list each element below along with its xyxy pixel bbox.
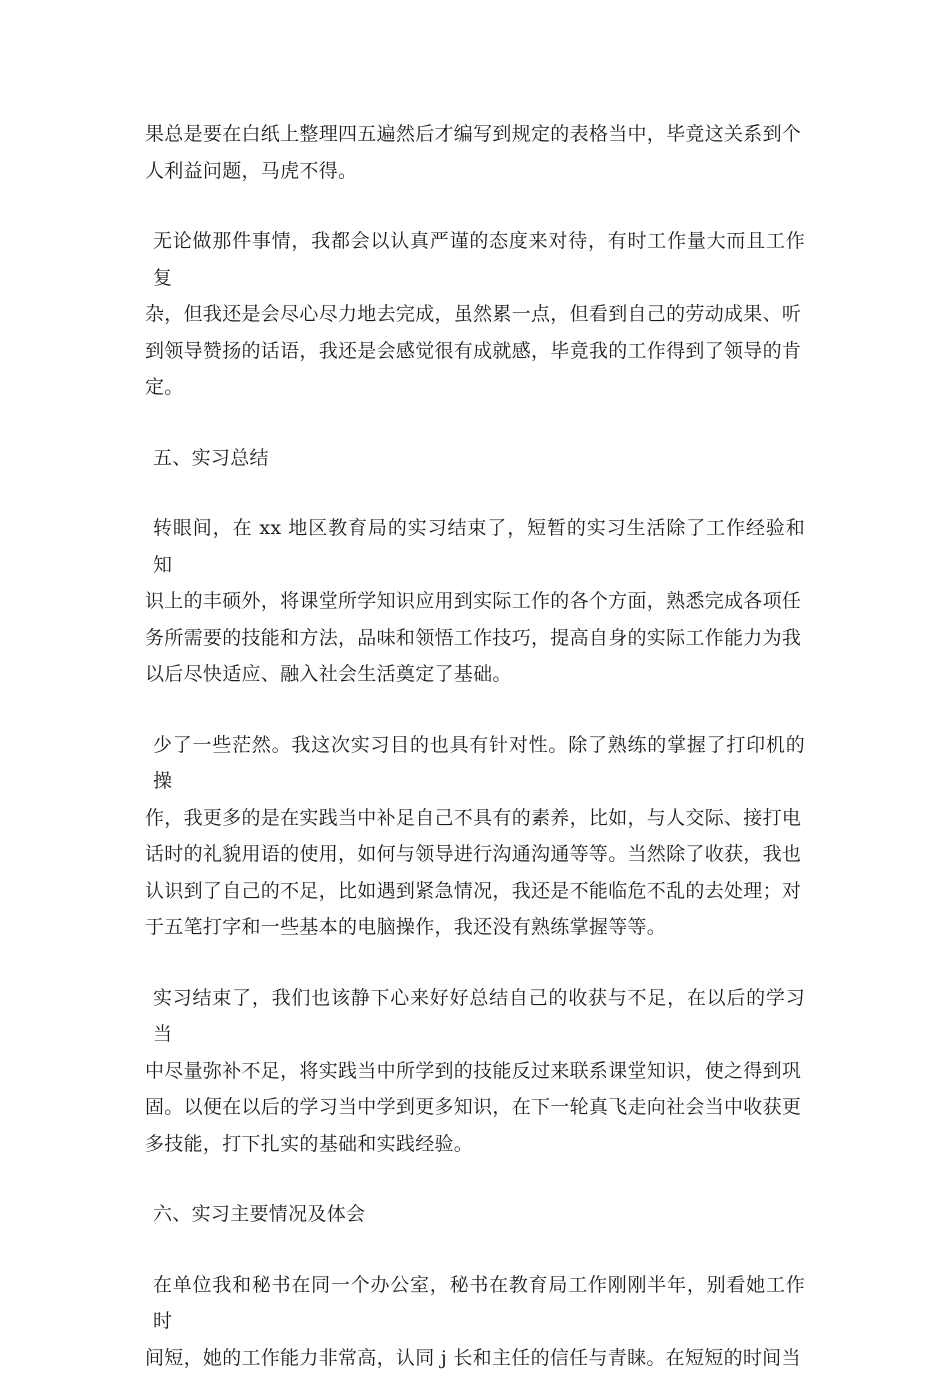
text-line: 认识到了自己的不足，比如遇到紧急情况，我还是不能临危不乱的去处理；对 — [145, 873, 805, 910]
text-line: 间短，她的工作能力非常高，认同 j 长和主任的信任与青睐。在短短的时间当 — [145, 1340, 805, 1376]
text-line: 无论做那件事情，我都会以认真严谨的态度来对待，有时工作量大而且工作复 — [145, 223, 805, 296]
text-line: 人利益问题，马虎不得。 — [145, 153, 805, 190]
text-line: 实习结束了，我们也该静下心来好好总结自己的收获与不足，在以后的学习当 — [145, 980, 805, 1053]
text-line: 固。以便在以后的学习当中学到更多知识，在下一轮真飞走向社会当中收获更 — [145, 1089, 805, 1126]
paragraph — [145, 980, 805, 1163]
paragraph — [145, 727, 805, 946]
section-heading — [145, 440, 805, 477]
text-line: 在单位我和秘书在同一个办公室，秘书在教育局工作刚刚半年，别看她工作时 — [145, 1267, 805, 1340]
heading-text: 六、实习主要情况及体会 — [153, 1196, 805, 1233]
heading-text: 五、实习总结 — [153, 440, 805, 477]
paragraph — [145, 116, 805, 189]
paragraph — [145, 510, 805, 693]
paragraph — [145, 1267, 805, 1376]
text-line: 到领导赞扬的话语，我还是会感觉很有成就感，毕竟我的工作得到了领导的肯 — [145, 333, 805, 370]
text-line: 果总是要在白纸上整理四五遍然后才编写到规定的表格当中，毕竟这关系到个 — [145, 116, 805, 153]
text-line: 以后尽快适应、融入社会生活奠定了基础。 — [145, 656, 805, 693]
section-heading — [145, 1196, 805, 1233]
paragraph — [145, 223, 805, 406]
text-line: 杂，但我还是会尽心尽力地去完成，虽然累一点，但看到自己的劳动成果、听 — [145, 296, 805, 333]
text-line: 少了一些茫然。我这次实习目的也具有针对性。除了熟练的掌握了打印机的操 — [145, 727, 805, 800]
text-line: 话时的礼貌用语的使用，如何与领导进行沟通沟通等等。当然除了收获，我也 — [145, 836, 805, 873]
text-line: 务所需要的技能和方法，品味和领悟工作技巧，提高自身的实际工作能力为我 — [145, 620, 805, 657]
text-line: 多技能，打下扎实的基础和实践经验。 — [145, 1126, 805, 1163]
text-line: 作，我更多的是在实践当中补足自己不具有的素养，比如，与人交际、接打电 — [145, 800, 805, 837]
text-line: 识上的丰硕外，将课堂所学知识应用到实际工作的各个方面，熟悉完成各项任 — [145, 583, 805, 620]
text-line: 转眼间，在 xx 地区教育局的实习结束了，短暂的实习生活除了工作经验和知 — [145, 510, 805, 583]
text-line: 于五笔打字和一些基本的电脑操作，我还没有熟练掌握等等。 — [145, 909, 805, 946]
text-line: 定。 — [145, 369, 805, 406]
text-line: 中尽量弥补不足，将实践当中所学到的技能反过来联系课堂知识，使之得到巩 — [145, 1053, 805, 1090]
document-body — [145, 116, 805, 1376]
